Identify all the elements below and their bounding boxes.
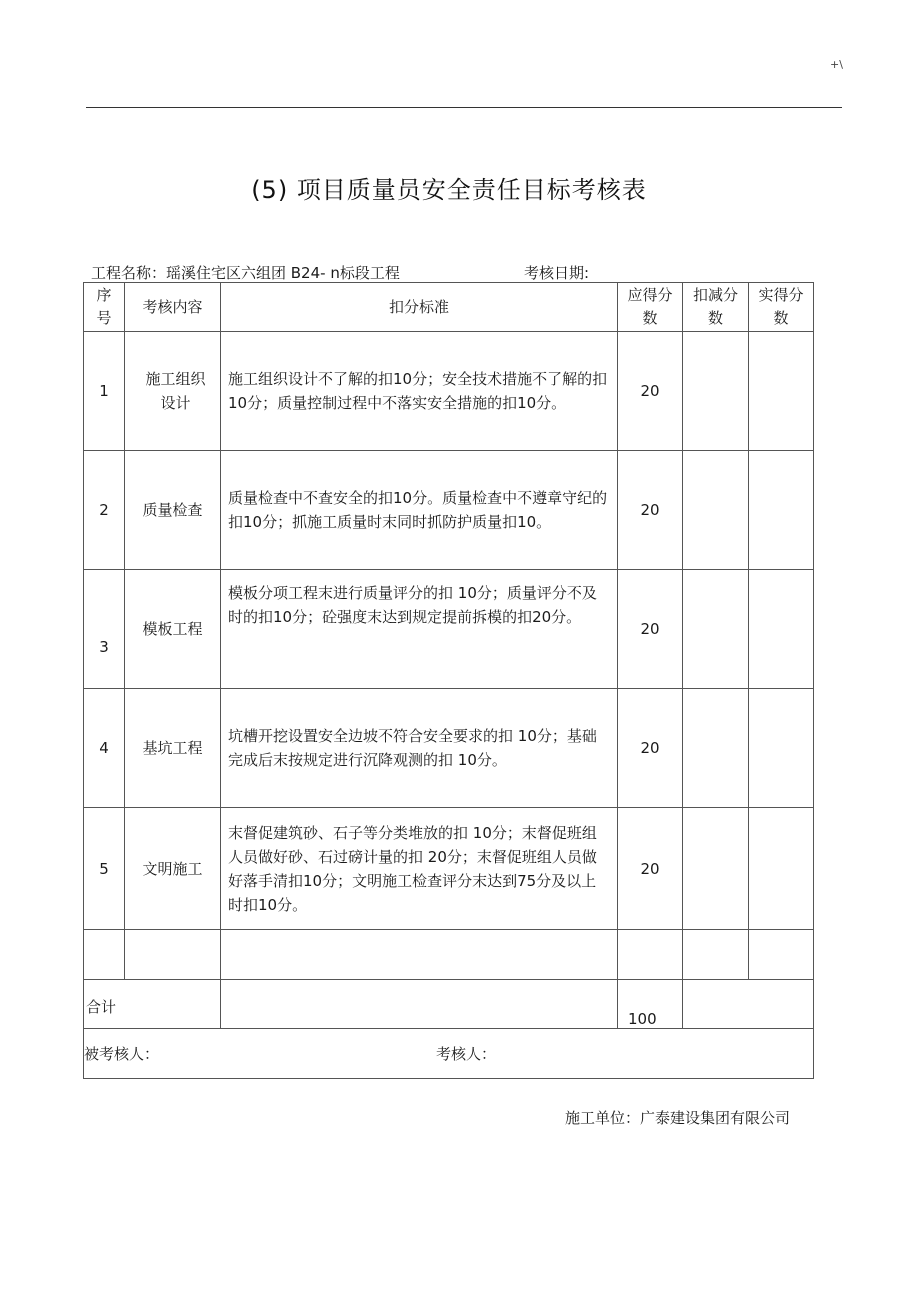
assessment-date-label: 考核日期: bbox=[524, 264, 590, 282]
table-row bbox=[84, 451, 814, 570]
row-due-score: 20 bbox=[618, 332, 683, 451]
row-seq: 4 bbox=[84, 689, 125, 808]
header-due-score-text: 应得分数 bbox=[627, 286, 673, 327]
header-due-score bbox=[618, 283, 683, 332]
total-due-score: 100 bbox=[618, 980, 683, 1029]
table-row bbox=[84, 332, 814, 451]
row-seq: 2 bbox=[84, 451, 125, 570]
total-row bbox=[84, 980, 814, 1029]
row-seq: 3 bbox=[84, 570, 125, 689]
row-actual-score bbox=[749, 689, 814, 808]
total-label: 合计 bbox=[84, 980, 221, 1029]
table-row bbox=[84, 689, 814, 808]
row-deduct-score bbox=[683, 570, 749, 689]
table-row bbox=[84, 808, 814, 930]
row-criteria: 坑槽开挖设置安全边坡不符合安全要求的扣 10分；基础完成后末按规定进行沉降观测的扣 10分。 bbox=[221, 689, 618, 808]
row-criteria: 末督促建筑砂、石子等分类堆放的扣 10分；末督促班组人员做好砂、石过磅计量的扣 20分；末督促班组人员做好落手清扣10分；文明施工检查评分末达到75分及以上时扣10分。 bbox=[221, 808, 618, 930]
row-actual-score bbox=[749, 570, 814, 689]
row-criteria: 模板分项工程末进行质量评分的扣 10分；质量评分不及时的扣10分；砼强度末达到规定提前拆模的扣20分。 bbox=[221, 570, 618, 689]
row-deduct-score bbox=[683, 332, 749, 451]
header-rule bbox=[86, 107, 842, 108]
assessment-table bbox=[83, 282, 814, 1079]
construction-unit: 施工单位：广泰建设集团有限公司 bbox=[565, 1109, 791, 1127]
empty-cell bbox=[221, 930, 618, 980]
empty-cell bbox=[683, 930, 749, 980]
total-remaining-cell bbox=[683, 980, 814, 1029]
header-criteria: 扣分标准 bbox=[221, 283, 618, 332]
header-seq bbox=[84, 283, 125, 332]
row-actual-score bbox=[749, 332, 814, 451]
row-seq: 5 bbox=[84, 808, 125, 930]
row-actual-score bbox=[749, 451, 814, 570]
row-due-score: 20 bbox=[618, 451, 683, 570]
row-item: 基坑工程 bbox=[125, 689, 221, 808]
header-deduct-score bbox=[683, 283, 749, 332]
empty-cell bbox=[84, 930, 125, 980]
corner-mark: +\ bbox=[830, 58, 843, 71]
row-item: 质量检查 bbox=[125, 451, 221, 570]
row-due-score: 20 bbox=[618, 689, 683, 808]
row-actual-score bbox=[749, 808, 814, 930]
header-deduct-score-text: 扣减分数 bbox=[692, 286, 738, 327]
row-deduct-score bbox=[683, 451, 749, 570]
header-seq-line2: 号 bbox=[96, 309, 112, 327]
row-deduct-score bbox=[683, 689, 749, 808]
row-item: 模板工程 bbox=[125, 570, 221, 689]
total-criteria-cell bbox=[221, 980, 618, 1029]
empty-row bbox=[84, 930, 814, 980]
row-deduct-score bbox=[683, 808, 749, 930]
empty-cell bbox=[749, 930, 814, 980]
row-item: 施工组织设计 bbox=[125, 332, 221, 451]
header-item: 考核内容 bbox=[125, 283, 221, 332]
signature-cell bbox=[84, 1029, 814, 1079]
header-actual-score bbox=[749, 283, 814, 332]
page-title: (5) 项目质量员安全责任目标考核表 bbox=[251, 176, 647, 204]
row-due-score: 20 bbox=[618, 808, 683, 930]
row-criteria: 质量检查中不查安全的扣10分。质量检查中不遵章守纪的扣10分；抓施工质量时末同时抓防护质量扣10。 bbox=[221, 451, 618, 570]
row-seq: 1 bbox=[84, 332, 125, 451]
empty-cell bbox=[125, 930, 221, 980]
header-actual-score-text: 实得分数 bbox=[758, 286, 804, 327]
empty-cell bbox=[618, 930, 683, 980]
row-item: 文明施工 bbox=[125, 808, 221, 930]
project-name: 工程名称：瑶溪住宅区六组团 B24- n标段工程 bbox=[91, 264, 400, 282]
header-seq-line1: 序 bbox=[96, 286, 112, 304]
examinee-label: 被考核人： bbox=[84, 1045, 160, 1063]
table-header-row bbox=[84, 283, 814, 332]
row-due-score: 20 bbox=[618, 570, 683, 689]
signature-row bbox=[84, 1029, 814, 1079]
row-criteria: 施工组织设计不了解的扣10分；安全技术措施不了解的扣10分；质量控制过程中不落实安全措施的扣10分。 bbox=[221, 332, 618, 451]
table-row bbox=[84, 570, 814, 689]
examiner-label: 考核人： bbox=[436, 1045, 497, 1063]
